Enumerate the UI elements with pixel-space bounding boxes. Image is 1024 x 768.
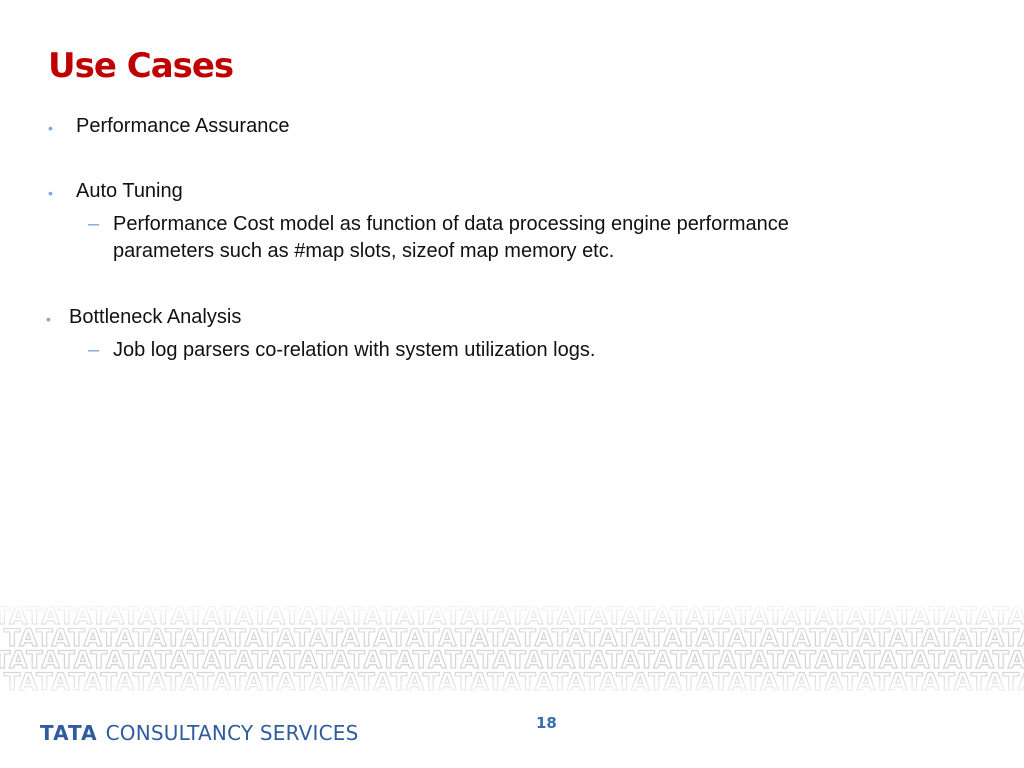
list-item-performance-assurance: Performance Assurance (76, 115, 290, 137)
logo-company-name: CONSULTANCY SERVICES (105, 721, 359, 745)
tata-pattern-band (0, 606, 1024, 698)
list-item-bottleneck-analysis: Bottleneck Analysis (69, 306, 242, 328)
page-number: 18 (536, 714, 557, 732)
sub-item-cost-model-line1: Performance Cost model as function of data processing engine performance (113, 213, 789, 235)
tcs-logo (40, 720, 359, 746)
bullet-icon: • (48, 185, 53, 201)
dash-icon: – (88, 339, 100, 361)
logo-brand: TATA (40, 721, 98, 745)
list-item-auto-tuning: Auto Tuning (76, 180, 183, 202)
bullet-icon: • (46, 311, 51, 327)
sub-item-cost-model-line2: parameters such as #map slots, sizeof map memory etc. (113, 240, 615, 262)
sub-item-job-log-parsers: Job log parsers co-relation with system utilization logs. (113, 339, 596, 361)
bullet-icon: • (48, 120, 53, 136)
dash-icon: – (88, 213, 100, 235)
slide-title: Use Cases (48, 46, 234, 86)
